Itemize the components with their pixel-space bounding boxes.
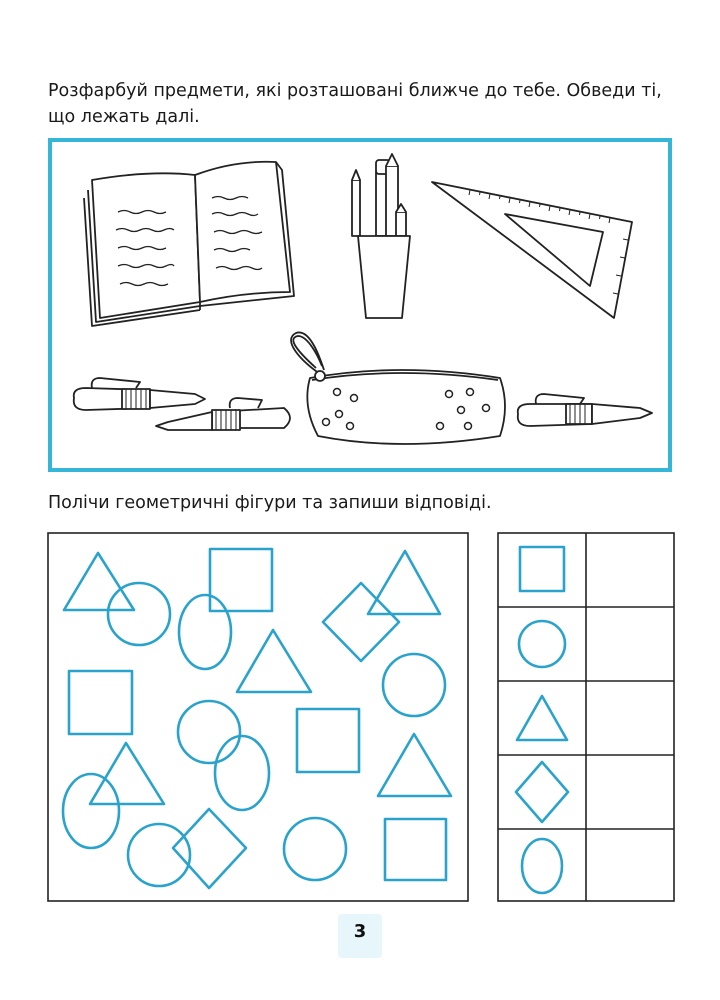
answer-cell-oval[interactable] <box>588 831 672 899</box>
circle-shape <box>284 818 346 880</box>
circle-shape <box>108 583 170 645</box>
square-shape <box>69 671 132 734</box>
circle-icon <box>519 621 565 667</box>
shapes-picture <box>63 549 451 888</box>
oval-icon <box>522 839 562 893</box>
pen-icon <box>74 378 205 410</box>
square-shape <box>385 819 446 880</box>
page-number: 3 <box>353 921 367 942</box>
answer-cell-square[interactable] <box>588 535 672 605</box>
square-icon <box>520 547 564 591</box>
circle-shape <box>383 654 445 716</box>
pencil-cup-icon <box>352 154 410 318</box>
rhombus-shape <box>323 583 399 661</box>
shapes-box <box>48 533 468 901</box>
task2-instruction: Полічи геометричні фігури та запиши відповіді. <box>48 493 492 513</box>
notebook-icon <box>84 162 294 326</box>
set-square-icon <box>432 182 632 318</box>
oval-shape <box>63 774 119 848</box>
oval-shape <box>215 736 269 810</box>
triangle-shape <box>64 553 134 610</box>
rhombus-icon <box>516 762 568 822</box>
pencil-case-icon <box>291 332 505 444</box>
square-shape <box>297 709 359 772</box>
task1-instruction: Розфарбуй предмети, які розташовані ближче до тебе. Обведи ті, що лежать далі. <box>48 81 662 127</box>
circle-shape <box>178 701 240 763</box>
triangle-shape <box>90 743 164 804</box>
pen-icon <box>518 394 652 426</box>
triangle-shape <box>237 630 311 692</box>
answer-cell-circle[interactable] <box>588 609 672 679</box>
answer-cell-triangle[interactable] <box>588 683 672 753</box>
triangle-shape <box>378 734 451 796</box>
answer-cell-rhombus[interactable] <box>588 757 672 827</box>
triangle-shape <box>368 551 440 614</box>
triangle-icon <box>517 696 567 740</box>
oval-shape <box>179 595 231 669</box>
rhombus-shape <box>173 809 246 888</box>
